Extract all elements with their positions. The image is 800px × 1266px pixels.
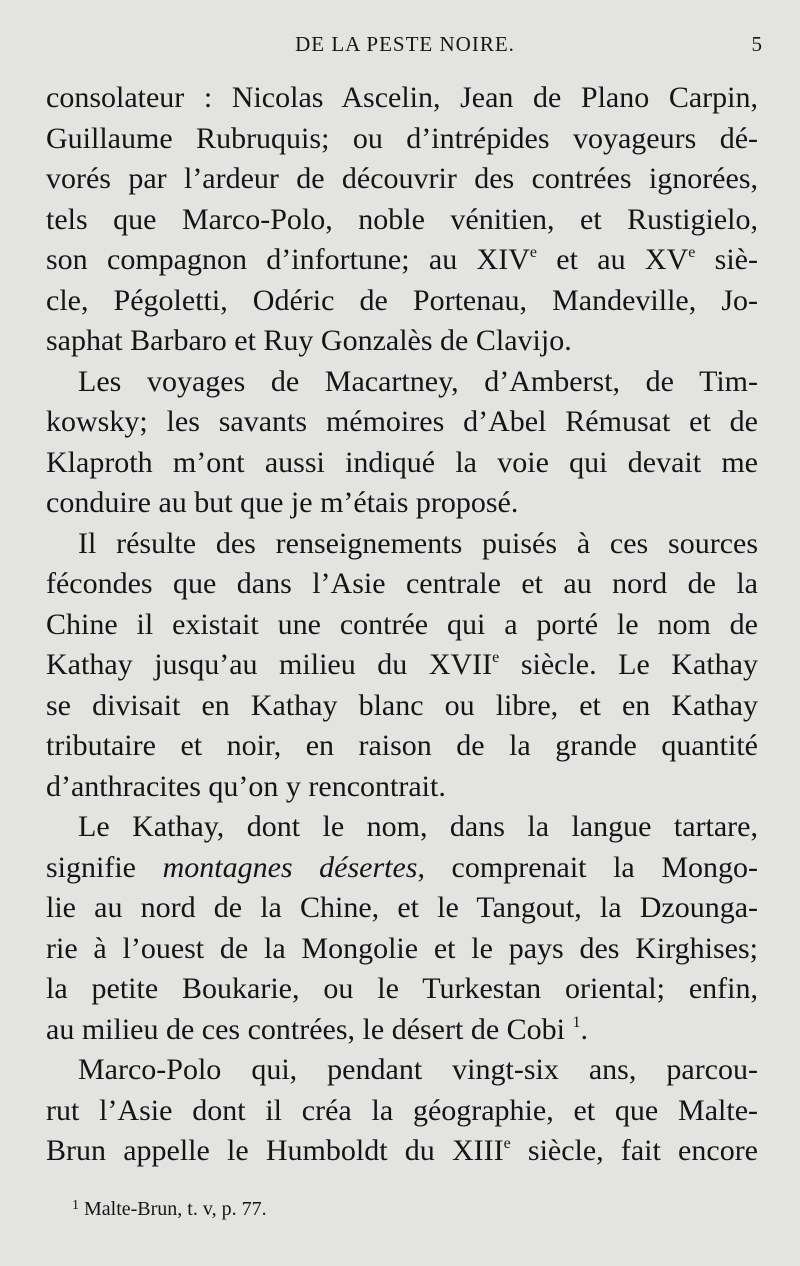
text-line: Marco-Polo qui, pendant vingt-six ans, parcou- [78,1053,758,1086]
text-run: siècle. Le Kathay [499,648,759,681]
footnote [72,1198,267,1221]
text-line [46,1010,758,1051]
text-line: Klaproth m’ont aussi indiqué la voie qui devait me [46,445,758,479]
text-run: au milieu de ces contrées, le désert de Cobi [46,1012,573,1046]
text-line: tels que Marco-Polo, noble vénitien, et Rustigielo, [46,202,758,236]
body-text [46,78,758,1172]
text-line: saphat Barbaro et Ruy Gonzalès de Clavijo. [46,324,572,357]
text-line: rut l’Asie dont il créa la géographie, et que Malte- [46,1093,758,1127]
footnote-text: Malte-Brun, t. v, p. 77. [84,1198,267,1220]
italic-phrase: montagnes désertes [162,850,418,884]
text-run: son compagnon d’infortune; au XIV [46,243,530,276]
text-line: Le Kathay, dont le nom, dans la langue tartare, [78,810,758,843]
superscript: e [503,1135,511,1152]
text-line: Guillaume Rubruquis; ou d’intrépides voyageurs dé- [46,121,758,155]
superscript: e [688,244,696,261]
superscript: e [529,244,537,261]
footnote-marker: 1 [72,1198,79,1213]
text-line: vorés par l’ardeur de découvrir des contrées ignorées, [46,162,758,195]
text-run: signifie [46,850,163,884]
text-line [46,240,758,281]
text-run: , comprenait la Mongo- [417,850,758,884]
text-run: et au XV [536,243,689,276]
text-run: Kathay jusqu’au milieu du XVII [46,648,493,681]
text-line: consolateur : Nicolas Ascelin, Jean de Plano Carpin, [46,81,758,114]
text-line [46,645,758,686]
text-line [46,848,758,889]
text-line: la petite Boukarie, ou le Turkestan oriental; enfin, [46,972,758,1005]
text-run: Brun appelle le Humboldt du XIII [46,1134,504,1167]
superscript: e [492,649,500,666]
text-line: fécondes que dans l’Asie centrale et au nord de la [46,567,758,600]
text-run: . [580,1012,588,1046]
text-line: rie à l’ouest de la Mongolie et le pays des Kirghises; [46,931,758,965]
running-head [46,32,764,68]
text-line [46,1131,758,1172]
text-line: se divisait en Kathay blanc ou libre, et en Kathay [46,688,758,722]
text-line: lie au nord de la Chine, et le Tangout, la Dzounga- [46,891,758,924]
text-run: siècle, fait encore [510,1134,758,1167]
text-line: Il résulte des renseignements puisés à ces sources [78,526,758,560]
text-run: siè- [695,243,758,276]
text-line: kowsky; les savants mémoires d’Abel Rémusat et de [46,405,758,438]
running-title: DE LA PESTE NOIRE. [295,32,515,56]
page-number: 5 [751,32,762,56]
text-line: d’anthracites qu’on y rencontrait. [46,769,446,803]
text-line: conduire au but que je m’étais proposé. [46,486,519,519]
text-line: Les voyages de Macartney, d’Amberst, de Tim- [78,364,758,398]
text-line: Chine il existait une contrée qui a porté le nom de [46,607,758,641]
text-line: tributaire et noir, en raison de la grande quantité [46,729,758,762]
text-line: cle, Pégoletti, Odéric de Portenau, Mandeville, Jo- [46,283,758,317]
footnote-reference: 1 [572,1013,581,1031]
